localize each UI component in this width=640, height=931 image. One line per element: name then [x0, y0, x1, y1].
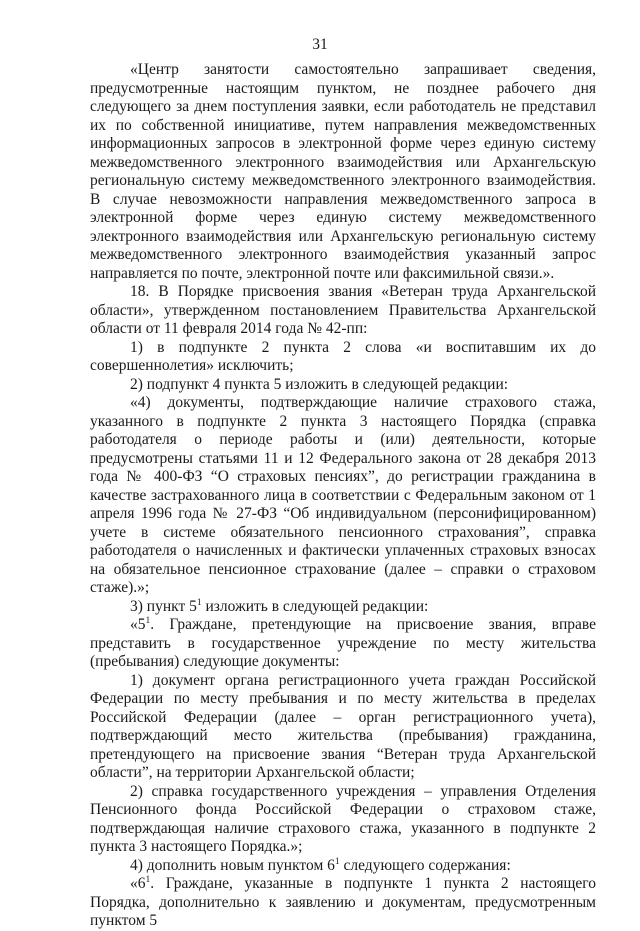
paragraph-subitem-4-text: «4) документы, подтверждающие наличие страхового стажа, указанного в подпункте 2 пункта 3 настоящего Порядка (справка работодателя о периоде работы и (или) деятельности, которые предусмотрены статьями 11 и 12 Федерального закона от 28 декабря 2013 года № 400-ФЗ “О страховых пенсиях”, до регистрации гражданина в качестве застрахованного лица в соответствии с Федеральным законом от 1 апреля 1996 года № 27-ФЗ “Об индивидуальном (персонифицированном) учете в системе обязательного пенсионного страхования”, справка работодателя о начисленных и фактически уплаченных страховых взносах на обязательное пенсионное страхование (далее – справки о страховом стаже).»; [90, 394, 596, 596]
paragraph-item-18: 18. В Порядке присвоения звания «Ветеран труда Архангельской области», утвержденном постановлением Правительства Архангельской области от 11 февраля 2014 года № 42-пп: [90, 283, 596, 337]
paragraph-document-1: 1) документ органа регистрационного учета граждан Российской Федерации по месту пребывания и по месту жительства в пределах Российской Федерации (далее – орган регистрационного учета), подтверждающий место жительства (пребывания) гражданина, претендующего на присвоение звания “Ветеран труда Архангельской области”, на территории Архангельской области; [90, 671, 596, 781]
paragraph-subitem-2: 2) подпункт 4 пункта 5 изложить в следующей редакции: [130, 375, 509, 393]
paragraph-document-2: 2) справка государственного учреждения – управления Отделения Пенсионного фонда Российской Федерации о страховом стаже, подтверждающая наличие страхового стажа, указанного в подпункте 2 пункта 3 настоящего Порядка.»; [90, 782, 596, 855]
paragraph-point-5-1: «$5^1$. Граждане, претендующие на присвоение звания, вправе представить в государственное учреждение по месту жительства (пребывания) следующие документы: [90, 615, 596, 670]
page-number: 31 [312, 36, 328, 53]
paragraph-subitem-1: 1) в подпункте 2 пункта 2 слова «и воспитавшим их до совершеннолетия» исключить; [90, 338, 596, 374]
paragraph-point-6-1: «$6^1$. Граждане, указанные в подпункте 1 пункта 2 настоящего Порядка, дополнительно к заявлению и документам, предусмотренным пунктом 5 [90, 874, 596, 929]
paragraph-subitem-4: 4) дополнить новым пунктом $6^1$ следующего содержания: [130, 856, 511, 874]
paragraph-subitem-3: 3) пункт $5^1$ изложить в следующей редакции: [130, 597, 429, 615]
paragraph-employment-center: «Центр занятости самостоятельно запрашивает сведения, предусмотренные настоящим пунктом, не позднее рабочего дня следующего за днем поступления заявки, если работодатель не представил их по собственной инициативе, путем направления межведомственных информационных запросов в электронной форме через единую систему межведомственного электронного взаимодействия или Архангельскую региональную систему межведомственного электронного взаимодействия. В случае невозможности направления межведомственного запроса в электронной форме через единую систему межведомственного электронного взаимодействия или Архангельскую региональную систему межведомственного электронного взаимодействия указанный запрос направляется по почте, электронной почте или факсимильной связи.». [90, 61, 596, 282]
document-body [90, 61, 596, 931]
